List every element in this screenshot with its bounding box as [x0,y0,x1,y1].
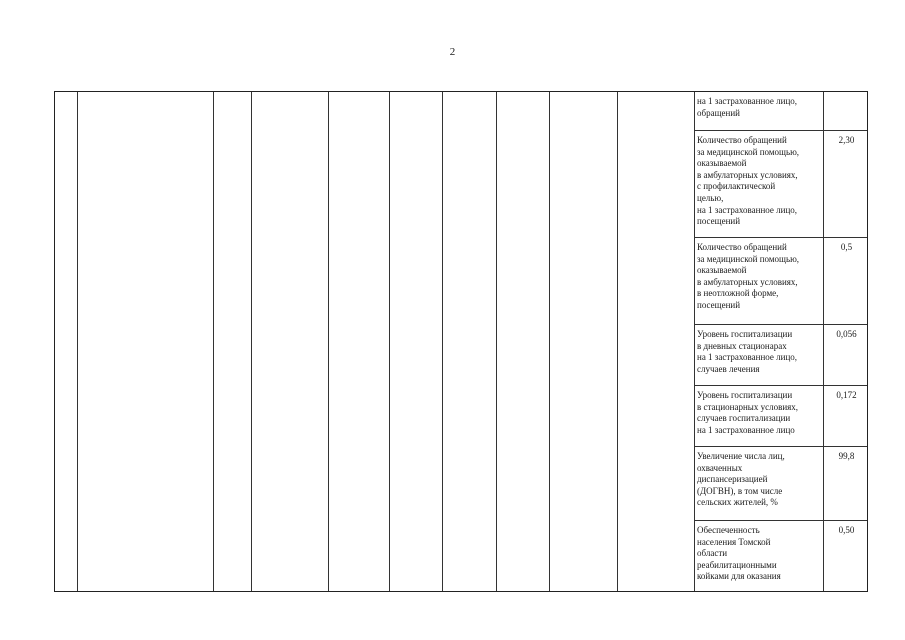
indicator-value: 99,8 [838,451,855,461]
indicator-value: 0,056 [836,329,857,339]
indicator-name: Обеспеченность населения Томской области реабилитационными койками для оказания [697,525,781,582]
indicator-name: Количество обращений за медицинской помощью, оказываемой в амбулаторных условиях, в неотложной форме, посещений [697,242,800,310]
indicator-value: 0,5 [840,242,853,252]
indicator-name: Уровень госпитализации в стационарных условиях, случаев госпитализации на 1 застрахованное лицо [697,390,799,435]
indicator-name: на 1 застрахованное лицо, обращений [697,96,798,118]
table-row [694,385,867,446]
column-divider [213,92,214,591]
indicator-name: Увеличение числа лиц, охваченных диспансеризацией (ДОГВН), в том числе сельских жителей, % [697,451,785,508]
column-divider [389,92,390,591]
column-divider [328,92,329,591]
indicator-value: 2,30 [838,135,855,145]
column-divider [251,92,252,591]
page-number: 2 [449,46,456,58]
indicator-rows [694,92,867,591]
program-table [54,91,868,592]
indicator-name: Количество обращений за медицинской помощью, оказываемой в амбулаторных условиях, с профилактической целью, на 1 застрахованное лицо, посещений [697,135,800,227]
table-row [694,520,867,591]
table-row [694,324,867,385]
indicator-value: 0,50 [838,525,855,535]
table-row [694,237,867,324]
table-row [694,446,867,520]
table-row [694,92,867,130]
column-divider [549,92,550,591]
column-divider [617,92,618,591]
indicator-name: Уровень госпитализации в дневных стационарах на 1 застрахованное лицо, случаев лечения [697,329,798,374]
table-row [694,130,867,237]
column-divider [442,92,443,591]
indicator-value: 0,172 [836,390,857,400]
column-divider [496,92,497,591]
column-divider [77,92,78,591]
